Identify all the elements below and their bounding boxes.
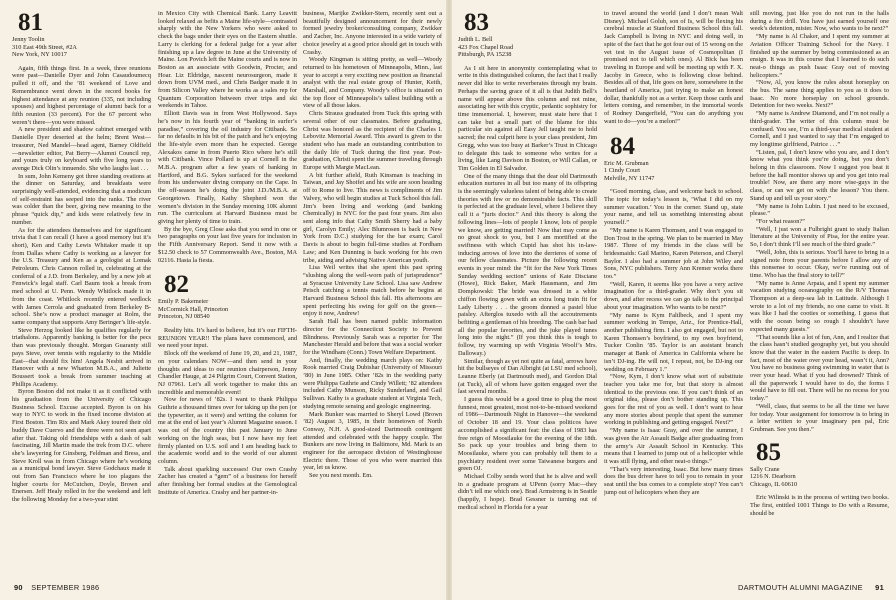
column-1 xyxy=(12,10,151,582)
paragraph: “My name is Karen Thomsen, and I was engaged to Don Trost in the spring. We plan to be married in May 1987. Three of my friends in the class will be bridesmaids: Gail Marino, Karen Peterson, and Cheryl Baylor. I also had a summer job at John Wiley and Sons, NYC publishers. Terry Ann Kremer works there too.” xyxy=(604,226,743,281)
left-folio xyxy=(14,583,99,592)
paragraph: Chris Strauss graduated from Tuck this spring with several other of our classmates. Before graduating, Christ was honored as the recipient of the Charles I. Lebovitz Memorial Award. This award is given to the student who has made an outstanding contribution to the daily life of Tuck during the first year. Post-graduation, Christi spent the summer traveling through Europe with Margie MacLean. xyxy=(303,110,442,172)
column-4 xyxy=(458,10,597,582)
paragraph: “My name is Al Chaker, and I spent my summer at Aviation Officer Training School for the Navy. I finished up the summer by being commissioned as an ensign. It was in this course that I learned to do such neat-o things as push Isaac Gray out of moving helicopters.” xyxy=(750,33,889,79)
paragraph: “My name is Kym Faltlbeck, and I spent my summer working in Tempe, Ariz., for Prentice-Hall, another publishing firm. I also got engaged, but not to Karen Thomsen’s boyfriend, to my own boyfriend, Tucker Conlin ’85. Taylor is an assistant branch manager at Bank of America in California where he isn’t DJ-ing. He will not, I repeat, not, be DJ-ing our wedding on February 1.” xyxy=(604,311,743,373)
paragraph: In sum, John Kemeny got three standing ovations at the dinner on Saturday, and breakfasts were surprisingly well-attended, evidencing that a modicum of self-restraint has seeped into the ranks. The river was colder than the beer, giving new meaning to the phrase “quick dip,” and kids were relatively few in number. xyxy=(12,172,151,226)
class-secretary-address-83 xyxy=(458,36,597,59)
page-gutter xyxy=(446,0,452,600)
paragraph: in Mexico City with Chemical Bank. Larry Leavitt looked relaxed as befits a Maine life-style—contrasted sharply with the New Yorkers who were asked to check the bags under their eyes on the Eastern shuttle. Larry is clerking for a federal judge for a year after finishing up a law degree in June at the University of Maine. Lon Povich left the Maine courts and is now in Boston as an associate with Goodwin, Procter, and Hoar. Liz Eldridge, nascent neurosurgeon, made it down from UVM med., and Chris Badger made it in from Silicon Valley where he works as a sales rep for Quantum Corporation between river trips and ski weekends in Tahoe. xyxy=(158,10,297,110)
right-folio xyxy=(738,583,884,592)
address-line: 1216 N. Dearborn xyxy=(750,473,796,481)
address-line: 310 East 49th Street, #2A xyxy=(12,43,77,51)
paragraph: Sarah Hall has been named public information director for the Connecticut Society to Prevent Blindness. Previously Sarah was a reporter for The Manchester Herald and before that was a social worker for the Windham (Conn.) Town Welfare Department. xyxy=(303,318,442,356)
paragraph: “Now, Al, you know the rules about horseplay on the bus. The same thing applies to you as it does to Isaac. No more horseplay on school grounds. Detention for two weeks. Next?” xyxy=(750,79,889,110)
paragraph: “Well, Karen, it seems like you have a very active imagination for a third-grader. Why don’t you sit down, and after recess we can go talk to the principal about your imagination. Who wants to be next?” xyxy=(604,280,743,311)
class-number-82: 82 xyxy=(164,271,189,299)
paragraph: One of the many things that the dear old Dartmouth education nurtures in all but too many of its offspring is the seemingly valueless talent of being able to create theories with few or no demonstrable facts. This skill is perfected at the graduate level, where I believe they call it a “juris doctor.” And this theory is along the following lines—lots of people I know, lots of people we know, are getting married! Now that may come as no great shock to you, but I am mortified at the swiftness with which Cupid has shot his in-law-inducing arrows of love into the derrieres of some of our fellow classmates. Picture the following recent events in your mind: the “fit for the New York Times Sunday wedding section” unions of Kate Disciane (Howe), Rick Baker, Mark Hausmann, and Jim Dompkowski: The bride was dressed in a white chiffon flowing gown with an extra long train fit for Lady Liberty . . . the groom donned a pastel blue paisley. Afterglos tuxedo with all the accoutrements befitting a gentleman of his breeding. The cash bar had all the popular favorites, and the juke played tunes long into the night.” (If you think this is tough to follow, try warming up with Virginia Woolf’s Mrs. Dalloway.) xyxy=(458,172,597,357)
address-line: Jenny Toolin xyxy=(12,36,45,43)
paragraph: “Well, class, that seems to be all the time we have for today. Your assignment for tomorrow is to bring in a letter written to your imaginary pen pal, Eric Grubman. See you then.” xyxy=(750,402,889,433)
paragraph: “For what reason?” xyxy=(756,217,805,225)
paragraph: “Well, I just won a Fulbright grant to study Italian literature at the University of Pisa, for the entire year. So, I don’t think I’ll see much of the third grade.” xyxy=(750,225,889,249)
paragraph: As I sit here in anonymity contemplating what to write in this distinguished column, the fact that I really never did like to write reverberates through my brain. Perhaps the saving grace of it all is that Judith Bell’s name will appear above this column and not mine, associating her with this cryptic, pedantic sophistry for time immemorial. I, however, must state here that I can take but a small part of the blame for this particular sin against all Easy Jell taught me to hold sacred; the real culprit here is your class president, Jim Gregg, who was too busy at Barker’s Trust in Chicago to delegate this task to someone who writes for a living, like Lang Davison in Boston, or Will Callan, or Tim Golden in El Salvador. xyxy=(458,64,597,172)
paragraph: “Good morning, class, and welcome back to school. The topic for today’s lesson is, ‘What I did on my summer vacation.’ You in the corner. Stand up, state your name, and tell us something interesting about yourself.” xyxy=(604,188,743,227)
class-secretary-address-82 xyxy=(158,298,297,321)
address-line: Emily P. Bakemeier xyxy=(158,298,209,306)
paragraph: I guess this would be a good time to plug the most funnest, most greatest, most not-to-be-missed weekend of 1986—Dartmouth Night in Hanover—the weekend of October 18 and 19. Your class politicos have accomplished a significant feat: the class of 1983 has free reign of Moosilauke for the evening of the 18th. So pack up your troubles and bring them to Moosilauke, where you can probably tell them to a psychiatry resident over some Taiwanese burgers and green OJ. xyxy=(458,396,597,473)
address-line: Eric M. Grubman xyxy=(604,159,649,167)
column-6 xyxy=(750,10,889,582)
paragraph: business, Marijke Zwikker-Stern, recently sent out a beautifully designed announcement for their newly formed jewelry broker/consulting company, Zwikker and Zacher, Inc. Anyone interested in a wide variety of choice jewelry at a good price should get in touch with Crashy. xyxy=(303,10,442,56)
paragraph: “My name is Anne Arpaia, and I spent my summer vacation studying oceanography on the R/V Thomas Thompson at a deep-sea lab in Latitude. Although I wrote to a lot of my friends, no one came to visit. It was like I had the cooties or something. I guess that with the ocean being so rough I shouldn’t have expected many guests.” xyxy=(750,279,889,333)
paragraph: See you next month. Em. xyxy=(309,472,373,480)
paragraph: By the bye, Greg Close asks that you send in one or two paragraphs on your last five years for inclusion in the Fifth Anniversary Report. Send it now with a $12.50 check to 57 Commonwealth Ave., Boston, MA 02116. Hasta la fiesta. xyxy=(158,225,297,264)
paragraph: Byron Boston did not make it as it conflicted with his graduation from the University of Chicago Business School. Excuse accepted. Byron is on his way to NYC to work in the fixed income division at First Boston. Tim Rix and Mark Akey toured their old buddy Dave Cuervo and the three were not seen apart after that. Taking old friendships with a dash of salt fascinating, Jill Martin made the trek from D.C. where she’s lawyering for Ginsberg, Feldman and Bress, and Steve Kroll was in from Chicago where he’s working as a municipal bond lawyer. Steve Godchaux made it out from San Francisco where he too plagues the higher courts for McCutchen, Doyle, Brown and Enersen. Jeff Healy rolled in for the weekend and left the following Monday for a two-year stint xyxy=(12,388,151,504)
column-3 xyxy=(303,10,442,582)
paragraph: Block off the weekend of June 19, 20, and 21, 1987, on your calendars NOW—and then send in your thoughts and ideas to our reunion chairperson, Jenny Chandler Hauge, at 24 Pilgrim Court, Convent Station, NJ 07961. Let’s all work together to make this an incredible and memorable event! xyxy=(158,350,297,396)
address-line: 423 Fox Chapel Road xyxy=(458,43,514,51)
paragraph: Again, fifth things first. In a week, three reunions were past—Danielle Dyer and John Casaudoumecq pulled it off, and the ’81 weekend of Love and Remembrance went down in the record books for highest attendance at any reunion (335, not including spouses) and highest percentage of alumni back for a fifth reunion (33 percent). For the 67 percent who weren’t there—you were missed. xyxy=(12,64,151,126)
column-5 xyxy=(604,10,743,582)
column-2 xyxy=(158,10,297,582)
paragraph: A new president and shadow cabinet emerged with Danielle Dyer deserted at the helm; Brent West—treasurer, Ned Mandel—head agent, Barney Oldfield—newsletter editor, Pat Berry—Alumni Council rep, and yours truly on keyboard with five long years to avenge Dick Olin’s innuendo. She who laughs last . . . xyxy=(12,126,151,172)
magazine-name: DARTMOUTH ALUMNI MAGAZINE xyxy=(738,583,863,592)
address-line: Chicago, IL 60610 xyxy=(750,480,798,488)
paragraph: As for the attendees themselves and for significant trivia that I can recall (I have a good memory but it’s short), Ken and Cathy Lewis Whitaker made it up from Dallas where Cathy is working as a lawyer for the U.S. Treasury and Ken as a geologist at Lomak Petroleum. Chris Cannon rolled in, celebrating at the conferral of a J.D. from Berkeley, and by a new job at Fenwick’s legal staff. Carl Baum took a break from med school at U. Penn. Wendy Whitlock made it in from the coast. Whitlock recently entered wedlock with James Cerrola and graduated from Berkeley B-school. She’s now a product manager at Rolm, the same company that supports Amy Beringer’s life-style. xyxy=(12,226,151,326)
paragraph: “That sounds like a lot of fun, Ann, and I realize that the class hasn’t studied geography yet, but you should know that the water in the eastern Pacific is deep. In fact, most of the water over your head, wasn’t it, Ann? You have no business going swimming in water that is over your head. What if you had drowned? Think of all the paperwork I would have to do, the forms I would have to fill out. There will be no recess for you today.” xyxy=(750,333,889,403)
address-line: Sally Crane xyxy=(750,465,780,473)
address-line: Princeton, NJ 08540 xyxy=(158,313,210,321)
class-secretary-address-84 xyxy=(604,160,743,183)
paragraph: Steve Herzog looked like he qualifies regularly for triathalons. Apparently banking is better for the pecs than was previously thought. Morgan Guaranty still pays Steve, over tennis with regularity to the Middle East—that should fix him! Angela Nesbit arrived in Hanover with a new Wharton M.B.A., and Juliette Boussert took a break from summer teaching at Phillips Academy. xyxy=(12,326,151,388)
address-line: Judith L. Bell xyxy=(458,36,493,43)
paragraph: Elliott Davis was in from West Hollywood. Says he’s now in his fourth year of “banking in surfer’s paradise,” covering the oil industry for Citibank. So far no defaults in his bit of the patch and he’s enjoying the life-style even more than he expected. George Alexakos came in from Puerto Rico where he’s still with Citibank. Vince Pollard is up at Cornell in the M.B.A. program after a few years of banking in Hartford, and B.G. Sykes surfaced for the weekend from his underwater diving company on the Cape. In the off-season he’s doing the joint J.D./M.B.A. at Georgetown. Finally, Kathy Shepherd won the women’s division in the Sunday morning 10K alumni run. The curriculum at Harvard Business must be giving her plenty of time to train. xyxy=(158,110,297,225)
class-number-84: 84 xyxy=(610,132,635,160)
address-line: Melville, NY 11747 xyxy=(604,174,655,182)
paragraph: “That’s very interesting, Isaac. But how many times does the bus driver have to tell you to remain in your seat until the bus comes to a complete stop? You can’t jump out of helicopters when they are xyxy=(604,465,743,496)
class-number-81: 81 xyxy=(18,10,43,36)
paragraph: A bit further afield, Ruth Kinsman is teaching in Taiwan, and Jay Shoifet and his wife are soon heading off to Rome to live. This news is compliments of Jim Valvey, who will begin studies at Tuck School this fall. Jim’s been living and working (and banking Chemically) in NYC for the past four years. Jim also sent along info that Cathy Smith Sherry had a baby girl, Carolyn Emily; Alec Blumrosen is back in New York from D.C.) studying for the bar exam; Carol Davis is about to begin full-time studies at Fordham Law; and Ken Dunning is back working for his own tribe, aiding and advising Native American youth. xyxy=(303,171,442,264)
class-secretary-address-85 xyxy=(750,466,889,489)
paragraph: “Well, John, this is serious. You’ll have to bring in a signed note from your parents before I allow any of this nonsense to occur. Okay, we’re running out of time. Who has the final story to tell?” xyxy=(750,248,889,279)
class-number-83: 83 xyxy=(464,10,489,36)
page-number: 90 xyxy=(14,583,23,592)
address-line: 1 Cindy Court xyxy=(604,167,641,175)
address-line: New York, NY 10017 xyxy=(12,51,67,59)
paragraph: Talk about sparkling successes! Our own Crashy Zacher has created a “gem” of a business for herself after finishing her formal studies at the Gemological Institute of America. Crashy and her partner-in- xyxy=(158,465,297,496)
paragraph: “My name is John Lubin. I just need to be excused, please.” xyxy=(750,202,889,218)
paragraph: Similar, though as yet not quite as fatal, arrows have hit the bullseyes of Dan Albright (at LSU med school), Leanne Eberly (at Dartmouth med), and Gordon Dial (at Tuck), all of whom have gotten engaged over the last several months. xyxy=(458,357,597,396)
address-line: McCormick Hall, Princeton xyxy=(158,305,229,313)
paragraph: And, finally, the wedding march plays on: Kathy Rook married Craig Dubishar (University of Missouri ’80) in June 1985. Other ’82s in the wedding party were Philippa Guthrie and Cindy Willett; ’82 attendees included Cathy Munson, Ricky Sunderland, and Gail Sullivan. Kathy is a graduate student at Virginia Tech, studying remote sensing and geologic engineering. xyxy=(303,356,442,410)
class-secretary-address-81 xyxy=(12,36,151,59)
address-line: Pittsburgh, PA 15238 xyxy=(458,51,512,59)
paragraph: Woody Kingman is sitting pretty, as well—Woody returned to his hometown of Minneapolis, Minn., last year to accept a very exciting new position as financial analyst with the real estate group of Hunter, Keith, Marshall, and Company. Woody’s office is situated on the top floor of Minneapolis’s tallest building with a view of all those lakes. xyxy=(303,56,442,110)
paragraph: Eric Wilinski is in the process of writing two books. The first, entitled 1001 Things to Do with a Resume, should be xyxy=(750,494,889,517)
paragraph: “Listen, pal, I don’t know who you are, and I don’t know what you think you’re doing, but you don’t belong in this classroom. Now I suggest you beat it before the hall monitor shows up and you get into real trouble! Now, are there any more wise-guys in the class, or can we get on with the lesson? You there. Stand up and tell us your story.” xyxy=(750,148,889,202)
paragraph: Now for news of ’82s. I want to thank Philippa Guthrie a thousand times over for taking up the pen (or the typewriter, as it were) and writing the column for me at the end of last year’s Alumni Magazine season. I was out of the country this past January to June working on the high seas, but I now have my feet firmly planted on U.S. soil and I am heading back to the academic world and to the world of our alumni column. xyxy=(158,396,297,465)
paragraph: Mark Bunker was married to Sheryl Lowd (Brown ’82) August 3, 1985, in their hometown of North Conway, N.H. A good-sized Dartmouth contingent attended and celebrated with the happy couple. The Bunkers are now living in Baltimore, Md. Mark is an engineer for the aerospace division of Westinghouse Electric there. Those of you who were married this year, let us know. xyxy=(303,410,442,472)
paragraph: Lisa Weil writes that she spent this past spring “slushing along the well-worn path of jurisprudence” at Syracuse University Law School. Lisa saw Andrew Peisch catching a tennis match before he begins at Harvard Business School this fall. His afternoons are spent perfecting his swing for golf on the green—enjoy it now, Andrew! xyxy=(303,264,442,318)
paragraph: “My name is Isaac Gray, and over the summer, I was given the Air Assault Badge after graduating from the army’s Air Assault School in Kentucky. This means that I learned to jump out of a helicopter while it was still flying, and other neat-o things.” xyxy=(604,427,743,465)
paragraph: “Now, Kym, I don’t know what sort of substitute teacher you take me for, but that story is almost identical to the previous one. If you can’t think of an original idea, please don’t bother standing up. This goes for the rest of you as well. I don’t want to hear any more stories about people that spent the summer working in publishing and getting engaged. Next?” xyxy=(604,373,743,427)
issue-date: SEPTEMBER 1986 xyxy=(31,583,100,592)
paragraph: to travel around the world (and I don’t mean Walt Disney). Michael Golub, son of Is, will be flexing his cerebral muscle at Stanford Business School this fall. Jack Campbell is living in NYC and doing well, in spite of the fact that he got four out of 15 wrong on the vet test in the August issue of Cosmopolitan (I promised not to tell which ones). Al Bick has been traveling in Europe and will be meeting up with F. X. Jacoby in Greece, who is following close behind. Besides all of that, life goes on here, somewhere in the heartland of America, just trying to make an honest dollar, thankfully not as a writer. Keep those cards and letters coming, and remember, in the immortal words of Rodney Dangerfield, “You can do anything you want to do—you’re a melon!” xyxy=(604,10,743,125)
paragraph: “My name is Andrew Diamond, and I’m not really a third-grader. The writer of this column must be confused. You see, I’m a third-year medical student at Cornell, and I just wanted to say that I’m engaged to my longtime girlfriend, Patrice . . .” xyxy=(750,110,889,148)
class-number-85: 85 xyxy=(756,438,781,466)
paragraph: still moving, just like you do not run in the halls during a fire drill. You have just earned yourself one week’s detention, mister. Now, who wants to be next?” xyxy=(750,10,889,33)
paragraph: Michael Colby sends word that he is alive and well in a graduate program at UPenn (sorry Mac—they didn’t tell me which one). Brad Armstrong is in Seattle (happily, I hope). Brad Gessner is turning out of medical school in Florida for a year xyxy=(458,473,597,511)
page-number: 91 xyxy=(875,583,884,592)
paragraph: Reality hits. It’s hard to believe, but it’s our FIFTH-REUNION YEAR!! The plans have commenced, and we need your input. xyxy=(158,326,297,350)
